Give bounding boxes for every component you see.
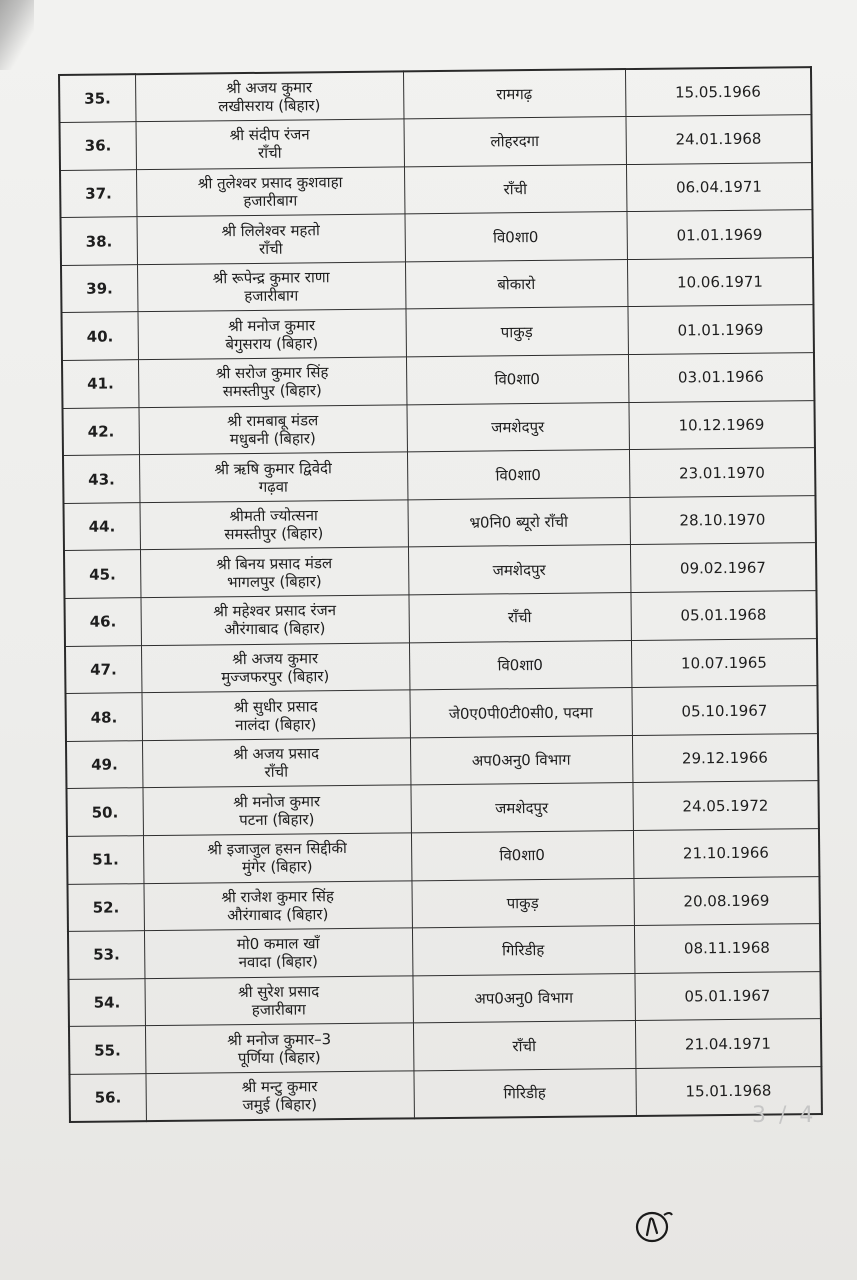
home-district: मुज्जफरपुर (बिहार) [221,667,330,687]
posting-location: वि0शा0 [404,212,626,262]
table-row [66,781,818,836]
serial-number: 55. [69,1026,145,1074]
birth-date: 29.12.1966 [632,733,818,783]
home-district: मधुबनी (बिहार) [229,429,316,449]
posting-location: राँची [413,1021,635,1071]
birth-date: 24.05.1972 [632,781,818,831]
home-district: नवादा (बिहार) [238,952,319,972]
officer-cell [136,167,404,217]
posting-location: गिरिडीह [413,1068,635,1118]
officer-name: मो0 कमाल खाँ [236,934,320,954]
table-row [62,305,814,360]
records-table-body [59,67,822,1122]
birth-date: 01.01.1969 [626,210,812,260]
serial-number: 39. [61,265,137,313]
serial-number: 36. [60,122,136,170]
officer-cell [143,880,411,930]
officer-name: श्री अजय प्रसाद [233,744,320,764]
birth-date: 05.10.1967 [631,686,817,736]
posting-location: राँची [408,593,630,643]
serial-number: 42. [62,407,138,455]
records-table-wrapper [58,66,821,1170]
birth-date: 21.10.1966 [633,829,819,879]
officer-cell [143,833,411,883]
table-row [69,1067,821,1122]
birth-date: 23.01.1970 [629,448,815,498]
officer-cell [136,119,404,169]
posting-location: वि0शा0 [407,450,629,500]
table-row [66,733,818,788]
birth-date: 15.01.1968 [635,1067,821,1117]
officer-cell [138,357,406,407]
birth-date: 20.08.1969 [633,876,819,926]
table-row [60,162,812,217]
home-district: पूर्णिया (बिहार) [237,1047,321,1067]
table-row [61,210,813,265]
officer-name: श्री रामबाबू मंडल [226,411,319,431]
serial-number: 51. [67,836,143,884]
officer-name: श्री रूपेन्द्र कुमार राणा [212,268,330,288]
serial-number: 45. [64,550,140,598]
officer-cell [140,547,408,597]
officer-name: श्री मनोज कुमार [233,791,321,811]
home-district: भागलपुर (बिहार) [226,572,322,591]
serial-number: 50. [66,788,142,836]
home-district: हजारीबाग [243,191,298,211]
home-district: पटना (बिहार) [239,810,315,829]
table-row [64,543,816,598]
officer-name: श्री संदीप रंजन [229,125,310,145]
officer-cell [139,452,407,502]
posting-location: भ्र0नि0 ब्यूरो राँची [407,497,629,547]
officer-cell [144,976,412,1026]
table-row [69,1019,821,1074]
officer-name: श्री सुधीर प्रसाद [233,696,318,716]
officer-cell [135,71,403,121]
home-district: हजारीबाग [251,1000,306,1020]
birth-date: 10.06.1971 [627,257,813,307]
serial-number: 48. [65,693,141,741]
table-row [59,67,811,122]
officer-cell [145,1023,413,1073]
serial-number: 40. [62,312,138,360]
birth-date: 03.01.1966 [628,353,814,403]
corner-smudge [0,0,34,70]
posting-location: लोहरदगा [403,117,625,167]
posting-location: जमशेदपुर [410,783,632,833]
birth-date: 21.04.1971 [635,1019,821,1069]
serial-number: 35. [59,74,135,122]
officer-cell [141,690,409,740]
home-district: मुंगेर (बिहार) [241,857,313,877]
birth-date: 06.04.1971 [626,162,812,212]
posting-location: बोकारो [405,259,627,309]
serial-number: 43. [63,455,139,503]
posting-location: अप0अनु0 विभाग [410,735,632,785]
table-row [62,400,814,455]
birth-date: 15.05.1966 [625,67,811,117]
birth-date: 09.02.1967 [630,543,816,593]
posting-location: पाकुड़ [411,878,633,928]
officer-cell [137,262,405,312]
home-district: बेगुसराय (बिहार) [225,334,319,354]
table-row [65,686,817,741]
posting-location: वि0शा0 [409,640,631,690]
serial-number: 54. [68,978,144,1026]
table-row [68,924,820,979]
posting-location: रामगढ़ [403,69,625,119]
officer-name: श्री मनोज कुमार–3 [227,1029,332,1049]
birth-date: 24.01.1968 [625,115,811,165]
serial-number: 47. [65,645,141,693]
page-counter: 3 / 4 [752,1103,817,1128]
table-row [67,876,819,931]
table-row [65,638,817,693]
posting-location: जे0ए0पी0टी0सी0, पदमा [409,688,631,738]
home-district: लखीसराय (बिहार) [218,96,321,116]
home-district: हजारीबाग [244,286,299,306]
serial-number: 38. [61,217,137,265]
officer-name: श्री ऋषि कुमार द्विवेदी [214,458,332,478]
table-row [60,115,812,170]
serial-number: 56. [69,1074,145,1122]
officer-name: श्री राजेश कुमार सिंह [221,887,335,907]
posting-location: वि0शा0 [411,831,633,881]
officer-name: श्री मन्टु कुमार [241,1077,318,1097]
home-district: राँची [259,239,283,258]
officer-name: श्री लिलेश्वर महतो [221,220,320,240]
home-district: जमुई (बिहार) [242,1095,318,1115]
birth-date: 05.01.1967 [634,971,820,1021]
records-table [58,66,823,1123]
serial-number: 49. [66,740,142,788]
officer-cell [139,500,407,550]
officer-cell [145,1071,413,1121]
posting-location: पाकुड़ [405,307,627,357]
serial-number: 52. [67,883,143,931]
birth-date: 08.11.1968 [634,924,820,974]
officer-name: श्री इजाजुल हसन सिद्दीकी [207,839,347,859]
posting-location: अप0अनु0 विभाग [412,973,634,1023]
table-row [62,353,814,408]
officer-name: श्री बिनय प्रसाद मंडल [216,553,333,574]
serial-number: 44. [63,503,139,551]
posting-location: वि0शा0 [406,355,628,405]
posting-location: राँची [404,164,626,214]
officer-cell [144,928,412,978]
officer-name: श्री सुरेश प्रसाद [238,982,320,1002]
birth-date: 10.07.1965 [631,638,817,688]
home-district: औरंगाबाद (बिहार) [224,619,326,639]
serial-number: 53. [68,931,144,979]
officer-name: श्री तुलेश्वर प्रसाद कुशवाहा [197,173,343,193]
table-row [64,591,816,646]
officer-cell [141,642,409,692]
table-row [63,495,815,550]
serial-number: 41. [62,360,138,408]
birth-date: 05.01.1968 [630,591,816,641]
table-row [63,448,815,503]
officer-cell [142,785,410,835]
table-row [67,829,819,884]
table-row [61,257,813,312]
home-district: समस्तीपुर (बिहार) [222,381,322,401]
posting-location: जमशेदपुर [408,545,630,595]
officer-cell [137,214,405,264]
serial-number: 37. [60,169,136,217]
handwritten-page-mark-icon [630,1203,676,1249]
officer-name: श्री अजय कुमार [226,78,313,98]
officer-cell [142,738,410,788]
home-district: औरंगाबाद (बिहार) [227,905,329,925]
birth-date: 01.01.1969 [627,305,813,355]
posting-location: जमशेदपुर [406,402,628,452]
home-district: समस्तीपुर (बिहार) [224,524,324,544]
home-district: राँची [258,144,282,163]
serial-number: 46. [64,598,140,646]
table-row [68,971,820,1026]
posting-location: गिरिडीह [412,926,634,976]
birth-date: 10.12.1969 [628,400,814,450]
officer-name: श्री महेश्वर प्रसाद रंजन [213,601,337,621]
officer-name: श्री अजय कुमार [232,649,319,669]
officer-name: श्रीमती ज्योत्सना [229,506,318,526]
officer-name: श्री मनोज कुमार [228,316,316,335]
officer-cell [140,595,408,645]
home-district: नालंदा (बिहार) [235,714,317,734]
officer-name: श्री सरोज कुमार सिंह [215,363,329,383]
home-district: गढ़वा [258,477,288,496]
officer-cell [138,405,406,455]
birth-date: 28.10.1970 [629,495,815,545]
home-district: राँची [264,762,289,781]
officer-cell [137,309,405,359]
